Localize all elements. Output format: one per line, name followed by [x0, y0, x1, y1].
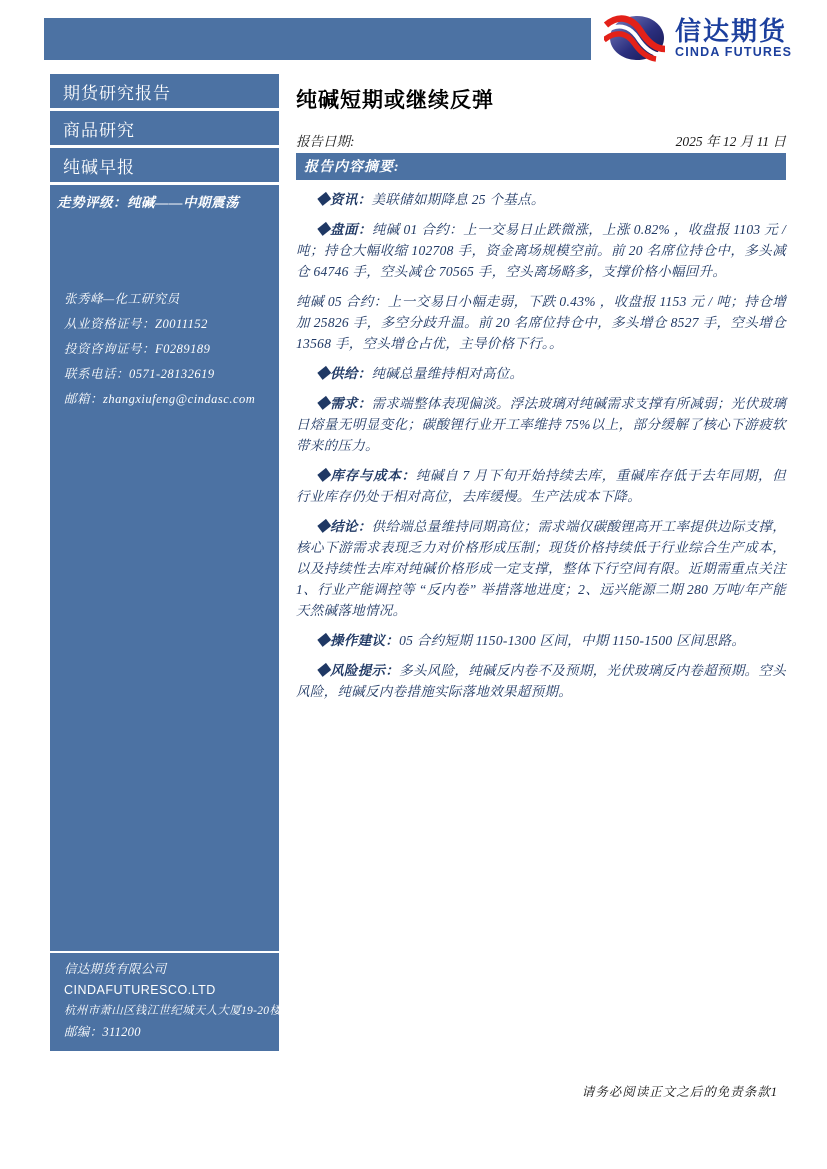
- summary-section: [296, 516, 786, 621]
- company-postcode: 邮编：311200: [64, 1025, 141, 1039]
- sidebar-spacer: [50, 412, 279, 951]
- sidebar-box-report-type: 期货研究报告: [50, 74, 279, 111]
- summary-section: [296, 660, 786, 702]
- summary-section: [296, 393, 786, 456]
- section-label: ◆盘面：: [316, 222, 372, 237]
- report-date-row: [296, 130, 786, 153]
- analyst-email: 邮箱：zhangxiufeng@cindasc.com: [64, 392, 256, 406]
- sidebar-box-series: 纯碱早报: [50, 148, 279, 185]
- analyst-advisory-no: 投资咨询证号：F0289189: [64, 342, 211, 356]
- analyst-qualification-no: 从业资格证号：Z0011152: [64, 317, 208, 331]
- company-name-cn: 信达期货有限公司: [64, 962, 167, 976]
- section-text: 纯碱总量维持相对高位。: [371, 366, 524, 381]
- section-text: 供给端总量维持同期高位；需求端仅碳酸锂高开工率提供边际支撑，核心下游需求表现乏力对价格形成压制；现货价格持续低于行业综合生产成本，以及持续性去库对纯碱价格形成一定支撑，整体下行空间有限。近期需重点关注 1、行业产能调控等 “反内卷” 举措落地进度；2、远兴能源二期 280 万吨/年产能天然碱落地情况。: [296, 519, 787, 618]
- section-label: ◆需求：: [316, 396, 372, 411]
- analyst-info: [50, 287, 279, 412]
- section-text: 需求端整体表现偏淡。浮法玻璃对纯碱需求支撑有所减弱；光伏玻璃日熔量无明显变化；碳酸锂行业开工率维持 75%以上，部分缓解了核心下游疲软带来的压力。: [296, 396, 787, 453]
- report-date-value: 2025 年 12 月 11 日: [675, 134, 786, 149]
- sidebar: [50, 74, 282, 1051]
- sidebar-box-category: 商品研究: [50, 111, 279, 148]
- cinda-logo-icon: [604, 13, 666, 63]
- disclaimer-footer: 请务必阅读正文之后的免责条款1: [581, 1085, 778, 1099]
- brand-logo: [604, 12, 814, 64]
- summary-section: [296, 291, 786, 354]
- section-label: ◆操作建议：: [316, 633, 400, 648]
- section-text: 多头风险，纯碱反内卷不及预期，光伏玻璃反内卷超预期。空头风险，纯碱反内卷措施实际落地效果超预期。: [296, 663, 786, 699]
- section-label: ◆风险提示：: [316, 663, 400, 678]
- section-text: 美联储如期降息 25 个基点。: [371, 192, 545, 207]
- report-content: [296, 84, 786, 711]
- top-accent-bar: [44, 18, 591, 60]
- analyst-phone: 联系电话：0571-28132619: [64, 367, 215, 381]
- analyst-name: 张秀峰—化工研究员: [64, 292, 180, 306]
- company-info: [50, 951, 282, 1045]
- report-title: 纯碱短期或继续反弹: [296, 89, 494, 112]
- summary-header-bar: 报告内容摘要:: [296, 153, 786, 180]
- section-text: 纯碱自 7 月下旬开始持续去库，重碱库存低于去年同期，但行业库存仍处于相对高位，去库缓慢。生产法成本下降。: [296, 468, 786, 504]
- summary-section: [296, 189, 786, 210]
- summary-section: [296, 465, 786, 507]
- company-address: 杭州市萧山区钱江世纪城天人大厦19-20楼: [64, 1005, 282, 1017]
- summary-section: [296, 363, 786, 384]
- report-date-label: 报告日期:: [296, 134, 355, 149]
- section-text: 05 合约短期 1150-1300 区间，中期 1150-1500 区间思路。: [399, 633, 746, 648]
- summary-sections: [296, 189, 786, 702]
- company-name-en: CINDAFUTURESCO.LTD: [64, 983, 216, 997]
- summary-section: [296, 219, 786, 282]
- summary-section: [296, 630, 786, 651]
- logo-name-en: CINDA FUTURES: [675, 44, 793, 59]
- section-text: 纯碱 05 合约：上一交易日小幅走弱，下跌 0.43% ，收盘报 1153 元 / 吨；持仓增加 25826 手，多空分歧升温。前 20 名席位持仓中，多头增仓 8527 手，空头增仓 13568 手，空头增仓占优，主导价格下行。。: [296, 294, 786, 351]
- logo-name-cn: 信达期货: [675, 15, 788, 46]
- section-label: ◆资讯：: [316, 192, 372, 207]
- section-label: ◆库存与成本：: [316, 468, 416, 483]
- logo-text: [675, 15, 793, 59]
- section-label: ◆结论：: [316, 519, 372, 534]
- trend-rating: 走势评级：纯碱——中期震荡: [57, 195, 239, 210]
- section-label: ◆供给：: [316, 366, 372, 381]
- section-text: 纯碱 01 合约：上一交易日止跌微涨，上涨 0.82% ，收盘报 1103 元 / 吨；持仓大幅收缩 102708 手，资金离场规模空前。前 20 名席位持仓中，多头减仓 64746 手，空头减仓 70565 手，空头离场略多，支撑价格小幅回升。: [296, 222, 786, 279]
